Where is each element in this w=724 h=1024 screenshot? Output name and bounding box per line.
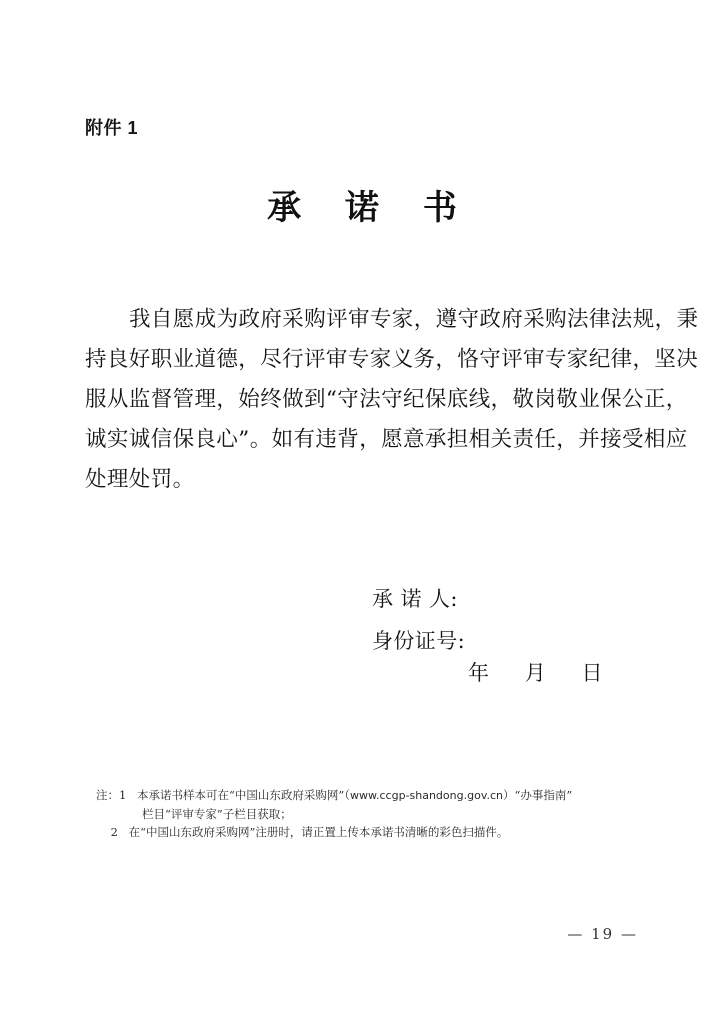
footnote-text-before-url: 本承诺书样本可在“中国山东政府采购网”（ (137, 788, 351, 802)
signature-block (372, 578, 672, 662)
page-title: 承 诺 书 (267, 188, 473, 228)
id-number-label: 身份证号: (372, 629, 466, 653)
footnote-text: 在“中国山东政府采购网”注册时，请正置上传本承诺书清晰的彩色扫描件。 (128, 825, 509, 839)
footnotes (96, 786, 652, 841)
footnote-text (137, 786, 652, 805)
body-line: 处理处罚。 (85, 467, 195, 492)
body-line: 持良好职业道德，尽行评审专家义务，恪守评审专家纪律，坚决 (85, 347, 699, 372)
footnote-index: 2 (110, 825, 118, 839)
footnote-text-after-url: ）“办事指南” (502, 788, 573, 802)
footnote-prefix-spacer (96, 823, 111, 841)
footnote-item (96, 823, 652, 841)
footnote-prefix: 注： (96, 788, 119, 802)
footnote-item (96, 786, 652, 805)
body-line: 我自愿成为政府采购评审专家，遵守政府采购法律法规，秉 (129, 307, 699, 332)
footnote-url: www.ccgp-shandong.gov.cn (350, 789, 503, 802)
body-line: 诚实诚信保良心”。如有违背，愿意承担相关责任，并接受相应 (85, 427, 688, 452)
promisor-label: 承 诺 人: (372, 587, 458, 611)
date-label: 年 月 日 (468, 661, 603, 685)
page-number: — 19 — (567, 925, 638, 943)
footnote-continuation: 栏目“评审专家”子栏目获取； (142, 807, 292, 821)
body-line: 服从监督管理，始终做到“守法守纪保底线，敬岗敬业保公正， (85, 387, 688, 412)
attachment-label: 附件 1 (85, 118, 139, 138)
commitment-body (85, 300, 699, 500)
footnote-index: 1 (119, 788, 127, 802)
